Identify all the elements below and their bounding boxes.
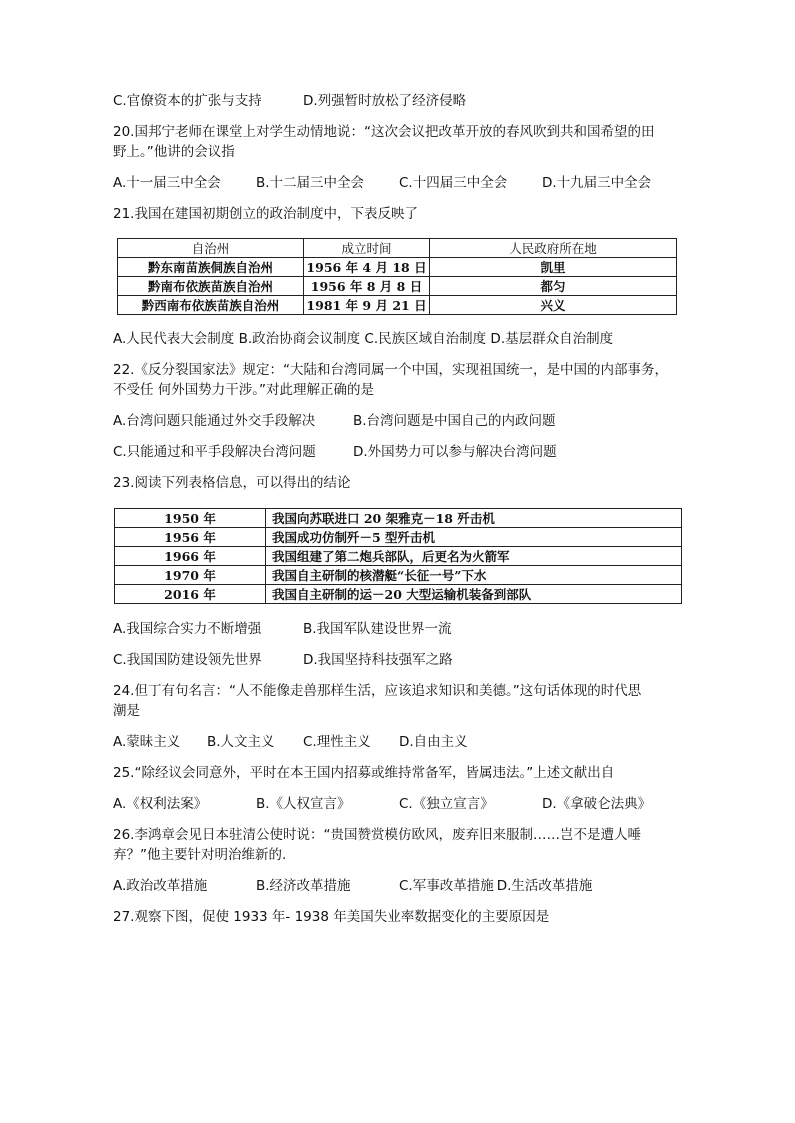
- q23-options-row1: [113, 620, 452, 638]
- q24-option-d: D.自由主义: [399, 734, 468, 750]
- q20-stem-line2: 野上。”他讲的会议指: [113, 144, 235, 160]
- q26-option-a: A.政治改革措施: [113, 878, 208, 894]
- table-cell: 黔南布依族苗族自治州: [118, 277, 304, 296]
- q24-stem-line2: 潮是: [113, 703, 140, 719]
- q23-option-d: D.我国坚持科技强军之路: [303, 652, 453, 668]
- q25-stem: 25.“除经议会同意外，平时在本王国内招募或维持常备军，皆属违法。”上述文献出自: [113, 765, 615, 781]
- table-header-row: [118, 239, 677, 258]
- q22-options-row2: [113, 443, 557, 461]
- q24-stem-line1: 24.但丁有句名言：“人不能像走兽那样生活，应该追求知识和美德。”这句话体现的时代思: [113, 683, 642, 699]
- table-cell: 兴义: [430, 296, 677, 315]
- q23-option-a: A.我国综合实力不断增强: [113, 621, 262, 637]
- table-cell: 我国自主研制的运－20 大型运输机装备到部队: [266, 585, 682, 604]
- table-row: [115, 585, 682, 604]
- q25-option-a: A.《权利法案》: [113, 796, 208, 812]
- q22-stem-line2: 不受任 何外国势力干涉。”对此理解正确的是: [113, 382, 375, 398]
- q26-options: [113, 877, 592, 895]
- table-cell: 凯里: [430, 258, 677, 277]
- q22-option-b: B.台湾问题是中国自己的内政问题: [353, 413, 556, 429]
- q19-option-d: D.列强暂时放松了经济侵略: [303, 93, 467, 109]
- q25-option-d: D.《拿破仑法典》: [542, 796, 652, 812]
- table-cell: 都匀: [430, 277, 677, 296]
- q21-table: [117, 238, 677, 315]
- table-cell: 我国组建了第二炮兵部队，后更名为火箭军: [266, 547, 682, 566]
- q26-option-c: C.军事改革措施: [399, 878, 494, 894]
- q20-option-a: A.十一届三中全会: [113, 175, 221, 191]
- q20-option-b: B.十二届三中全会: [256, 175, 365, 191]
- q27-stem: 27.观察下图，促使 1933 年- 1938 年美国失业率数据变化的主要原因是: [113, 909, 550, 925]
- table-cell: 黔西南布依族苗族自治州: [118, 296, 304, 315]
- table-header-cell: 自治州: [118, 239, 304, 258]
- q23-stem: 23.阅读下列表格信息，可以得出的结论: [113, 475, 351, 491]
- q22-option-d: D.外国势力可以参与解决台湾问题: [353, 444, 557, 460]
- q24-options: [113, 733, 468, 751]
- q25-options: [113, 795, 651, 813]
- table-row: [118, 277, 677, 296]
- q26-option-b: B.经济改革措施: [256, 878, 351, 894]
- table-cell: 我国成功仿制歼－5 型歼击机: [266, 528, 682, 547]
- table-cell: 1950 年: [115, 509, 266, 528]
- q26-stem-line2: 弃？”他主要针对明治维新的.: [113, 847, 287, 863]
- q25-option-b: B.《人权宣言》: [256, 796, 351, 812]
- table-cell: 2016 年: [115, 585, 266, 604]
- q19-option-c: C.官僚资本的扩张与支持: [113, 93, 262, 109]
- table-cell: 1956 年 4 月 18 日: [304, 258, 430, 277]
- q23-options-row2: [113, 651, 453, 669]
- table-cell: 1956 年 8 月 8 日: [304, 277, 430, 296]
- q24-option-b: B.人文主义: [207, 734, 275, 750]
- q19-options: [113, 92, 466, 110]
- q22-stem-line1: 22.《反分裂国家法》规定：“大陆和台湾同属一个中国，实现祖国统一，是中国的内部事务，: [113, 362, 668, 378]
- q24-option-c: C.理性主义: [303, 734, 371, 750]
- q26-stem-line1: 26.李鸿章会见日本驻清公使时说：“贵国赞赏模仿欧风，废弃旧来服制……岂不是遭人唾: [113, 827, 641, 843]
- table-row: [118, 258, 677, 277]
- q26-option-d: D.生活改革措施: [496, 878, 593, 894]
- q22-option-a: A.台湾问题只能通过外交手段解决: [113, 413, 316, 429]
- table-row: [115, 566, 682, 585]
- q22-options-row1: [113, 412, 556, 430]
- table-cell: 1970 年: [115, 566, 266, 585]
- table-cell: 我国自主研制的核潜艇“长征一号”下水: [266, 566, 682, 585]
- table-cell: 1966 年: [115, 547, 266, 566]
- q23-option-c: C.我国国防建设领先世界: [113, 652, 262, 668]
- q20-options: [113, 174, 651, 192]
- q24-option-a: A.蒙昧主义: [113, 734, 181, 750]
- table-cell: 1956 年: [115, 528, 266, 547]
- table-row: [115, 509, 682, 528]
- q21-options: A.人民代表大会制度 B.政治协商会议制度 C.民族区域自治制度 D.基层群众自治制度: [113, 331, 614, 347]
- q20-stem-line1: 20.国邦宁老师在课堂上对学生动情地说：“这次会议把改革开放的春风吹到共和国希望的田: [113, 124, 655, 140]
- q21-stem: 21.我国在建国初期创立的政治制度中，下表反映了: [113, 206, 418, 222]
- table-header-cell: 成立时间: [304, 239, 430, 258]
- q22-option-c: C.只能通过和平手段解决台湾问题: [113, 444, 316, 460]
- table-cell: 1981 年 9 月 21 日: [304, 296, 430, 315]
- table-row: [115, 528, 682, 547]
- table-row: [115, 547, 682, 566]
- q23-option-b: B.我国军队建设世界一流: [303, 621, 452, 637]
- table-cell: 黔东南苗族侗族自治州: [118, 258, 304, 277]
- table-header-cell: 人民政府所在地: [430, 239, 677, 258]
- q20-option-c: C.十四届三中全会: [399, 175, 508, 191]
- q25-option-c: C.《独立宣言》: [399, 796, 494, 812]
- q23-table: [114, 508, 682, 604]
- table-cell: 我国向苏联进口 20 架雅克－18 歼击机: [266, 509, 682, 528]
- q20-option-d: D.十九届三中全会: [542, 175, 652, 191]
- table-row: [118, 296, 677, 315]
